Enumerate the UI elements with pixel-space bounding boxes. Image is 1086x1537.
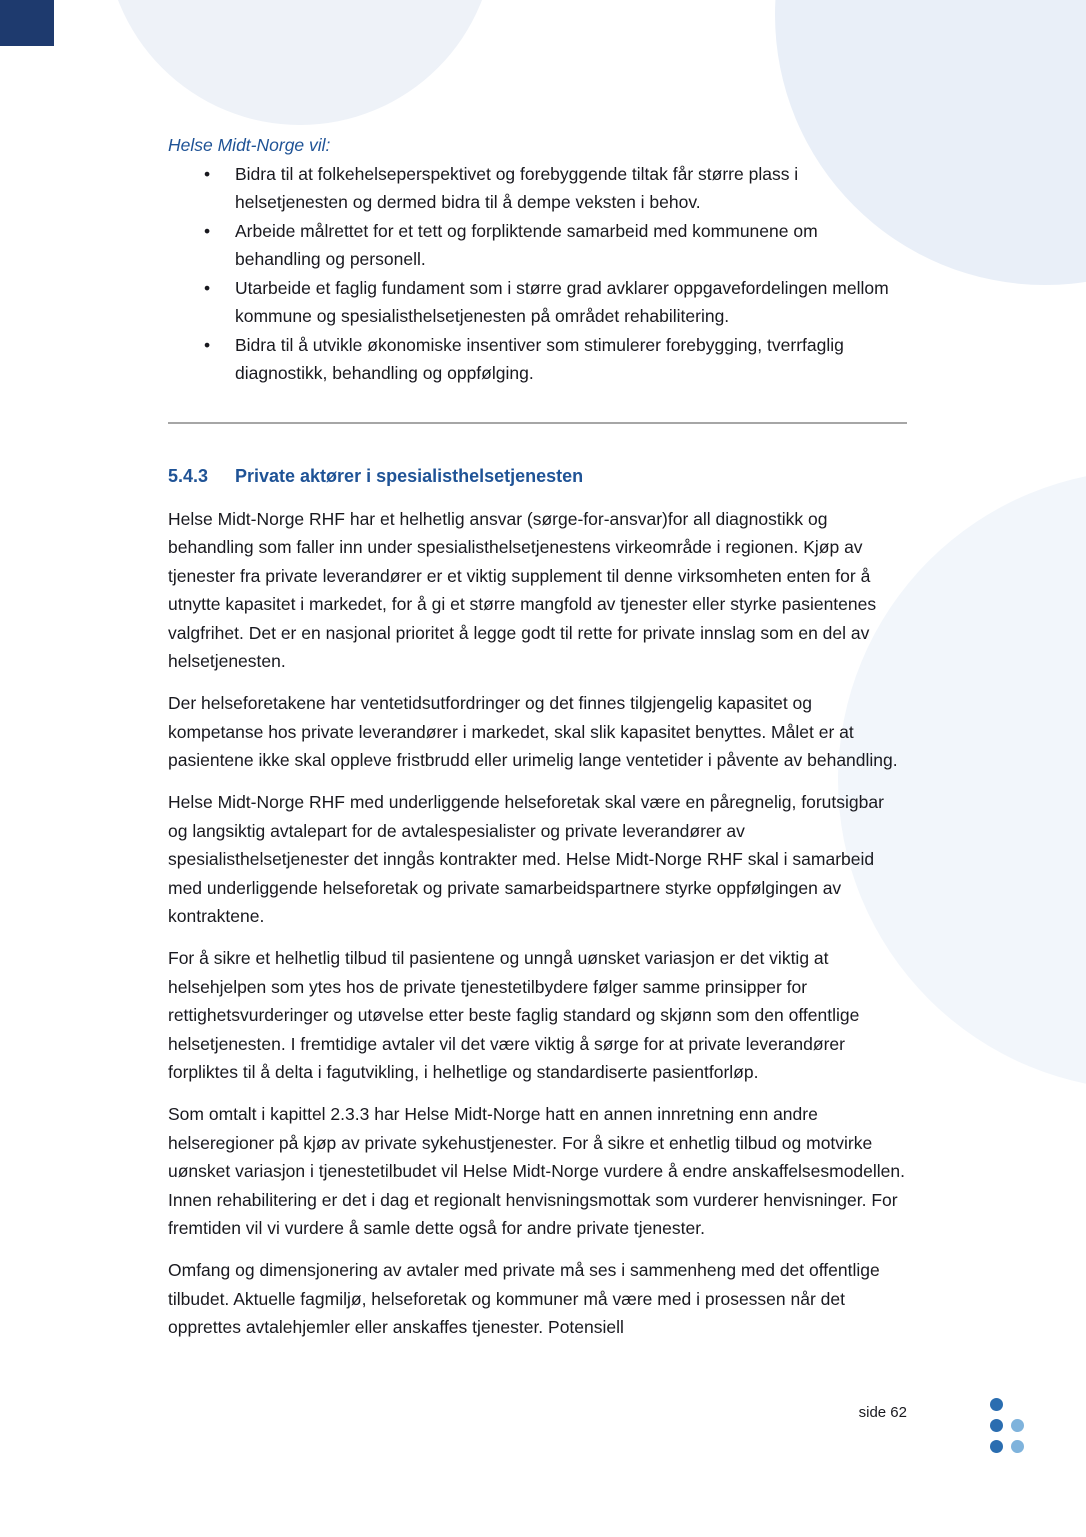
logo-dot xyxy=(990,1419,1003,1432)
page-content xyxy=(168,131,907,1355)
bullet-item xyxy=(168,274,907,331)
bullet-item xyxy=(168,217,907,274)
paragraph: Der helseforetakene har ventetidsutfordringer og det finnes tilgjengelig kapasitet og kompetanse hos private leverandører i markedet, skal slik kapasitet benyttes. Målet er at pasientene ikke skal oppleve fristbrudd eller urimelig lange ventetider i påvente av behandling. xyxy=(168,693,898,770)
intro-heading: Helse Midt-Norge vil: xyxy=(168,135,331,155)
logo-dot xyxy=(990,1440,1003,1453)
section-title: Private aktører i spesialisthelsetjenesten xyxy=(235,465,584,486)
bullet-glyph: • xyxy=(204,277,211,298)
section-number: 5.4.3 xyxy=(168,465,209,486)
paragraph: Helse Midt-Norge RHF med underliggende helseforetak skal være en påregnelig, forutsigbar og langsiktig avtalepart for de avtalespesialister og private leverandører av spesialisthelsetjenester det inngås kontrakter med. Helse Midt-Norge RHF skal i samarbeid med underliggende helseforetak og private samarbeidspartnere styrke oppfølgingen av kontraktene. xyxy=(168,792,884,926)
bullet-item xyxy=(168,331,907,388)
bullet-glyph: • xyxy=(204,334,211,355)
section-heading xyxy=(168,464,907,488)
page-number: side 62 xyxy=(858,1404,907,1421)
bullet-text: Utarbeide et faglig fundament som i større grad avklarer oppgavefordelingen mellom kommune og spesialisthelsetjenesten på området rehabilitering. xyxy=(235,277,889,326)
logo-dot xyxy=(1011,1440,1024,1453)
bullet-item xyxy=(168,160,907,217)
logo-dot xyxy=(990,1398,1003,1411)
bullet-text: Arbeide målrettet for et tett og forpliktende samarbeid med kommunene om behandling og personell. xyxy=(235,220,818,269)
bullet-glyph: • xyxy=(204,163,211,184)
paragraph: Som omtalt i kapittel 2.3.3 har Helse Midt-Norge hatt en annen innretning enn andre helseregioner på kjøp av private sykehustjenester. For å sikre et enhetlig tilbud og motvirke uønsket variasjon i tjenestetilbudet vil Helse Midt-Norge vurdere å endre anskaffelsesmodellen. Innen rehabilitering er det i dag et regionalt henvisningsmottak som vurderer henvisninger. For fremtiden vil vi vurdere å samle dette også for andre private tjenester. xyxy=(168,1104,905,1238)
corner-accent-square xyxy=(0,0,54,46)
bullet-text: Bidra til å utvikle økonomiske insentiver som stimulerer forebygging, tverrfaglig diagnostikk, behandling og oppfølging. xyxy=(235,334,844,383)
bullet-glyph: • xyxy=(204,220,211,241)
decorative-circle-top-left xyxy=(105,0,495,125)
helse-midt-norge-logo xyxy=(986,1398,1030,1460)
paragraph: Helse Midt-Norge RHF har et helhetlig ansvar (sørge-for-ansvar)for all diagnostikk og behandling som faller inn under spesialisthelsetjenestens virkeområde i regionen. Kjøp av tjenester fra private leverandører er et viktig supplement til denne virksomheten enten for å utnytte kapasitet i markedet, for å gi et større mangfold av tjenester eller styrke pasientenes valgfrihet. Det er en nasjonal prioritet å legge godt til rette for private innslag som en del av helsetjenesten. xyxy=(168,508,877,671)
paragraph: Omfang og dimensjonering av avtaler med private må ses i sammenheng med det offentlige tilbudet. Aktuelle fagmiljø, helseforetak og kommuner må være med i prosessen når det opprettes avtalehjemler eller anskaffes tjenester. Potensiell xyxy=(168,1260,880,1337)
bullet-list xyxy=(168,160,907,388)
paragraph: For å sikre et helhetlig tilbud til pasientene og unngå uønsket variasjon er det viktig at helsehjelpen som ytes hos de private tjenestetilbydere følger samme prinsipper for rettighetsvurderinger og utøvelse etter beste faglig standard og skjønn som den offentlige helsetjenesten. I fremtidige avtaler vil det være viktig å sørge for at private leverandører forpliktes til å delta i fagutvikling, i helhetlige og standardiserte pasientforløp. xyxy=(168,948,860,1082)
section-divider xyxy=(168,422,907,424)
logo-dot xyxy=(1011,1419,1024,1432)
bullet-text: Bidra til at folkehelseperspektivet og forebyggende tiltak får større plass i helsetjenesten og dermed bidra til å dempe veksten i behov. xyxy=(235,163,799,212)
body-paragraphs xyxy=(168,505,907,1342)
